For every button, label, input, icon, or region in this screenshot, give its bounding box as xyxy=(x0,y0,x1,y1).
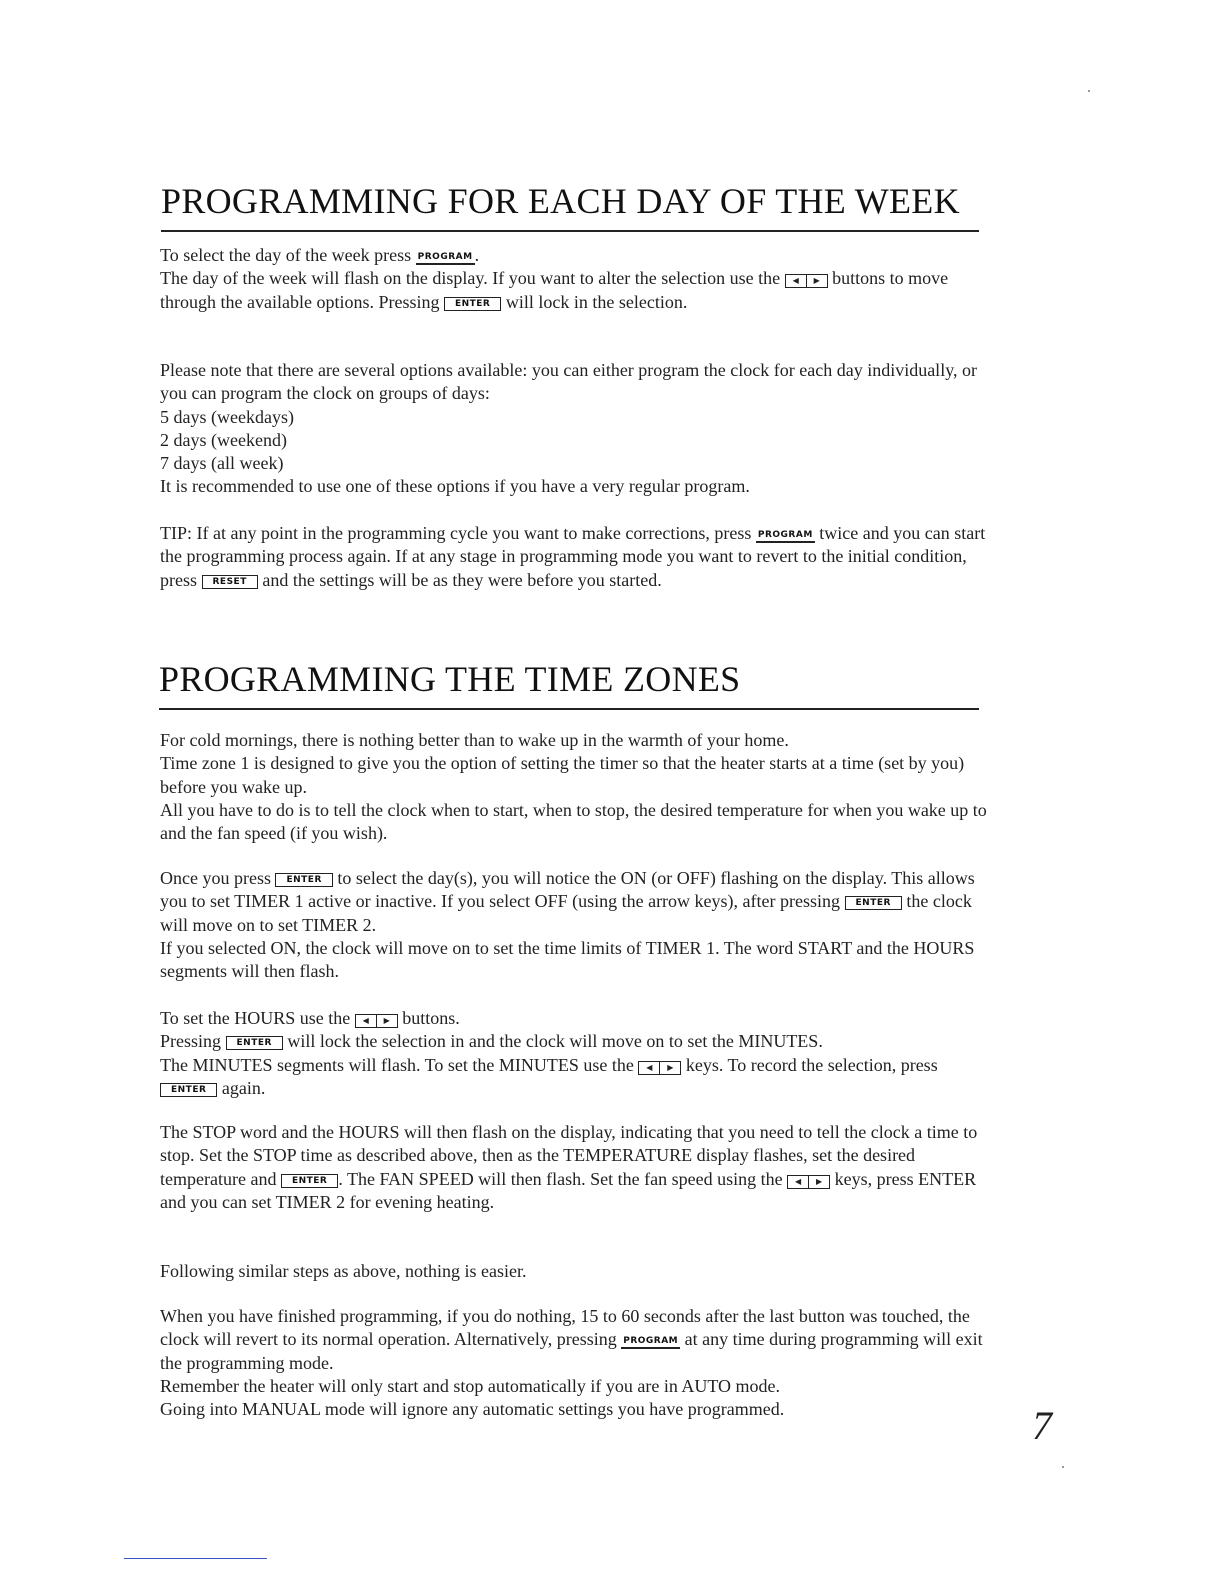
text: buttons to move through the available options. Pressing xyxy=(160,268,949,312)
paragraph-set-hours xyxy=(160,1007,990,1100)
heading-rule xyxy=(159,708,979,710)
section-heading-day-of-week: PROGRAMMING FOR EACH DAY OF THE WEEK xyxy=(161,181,960,221)
option-2-days: 2 days (weekend) xyxy=(160,429,287,450)
right-arrow-icon: ▶ xyxy=(806,275,827,287)
arrow-keys-icon xyxy=(785,274,828,288)
left-arrow-icon: ◀ xyxy=(646,1062,653,1072)
text: will lock in the selection. xyxy=(505,291,688,312)
text: keys. To record the selection, press xyxy=(685,1054,938,1075)
left-arrow-icon: ◀ xyxy=(792,276,799,286)
paragraph-similar-steps xyxy=(160,1260,990,1283)
text: The day of the week will flash on the display. If you want to alter the selection use the xyxy=(160,268,781,289)
text: . The FAN SPEED will then flash. Set the fan speed using the xyxy=(338,1168,783,1189)
program-key-icon: PROGRAM xyxy=(416,251,475,265)
text: and the settings will be as they were before you started. xyxy=(262,569,662,590)
text: To select the day of the week press xyxy=(160,245,412,265)
text: To set the HOURS use the xyxy=(160,1008,351,1028)
options-recommendation: It is recommended to use one of these options if you have a very regular program. xyxy=(160,476,750,497)
text: All you have to do is to tell the clock when to start, when to stop, the desired temperature for when you wake up to and the fan speed (if you wish). xyxy=(160,799,987,844)
enter-key-icon: ENTER xyxy=(275,873,332,887)
tip-label: TIP: xyxy=(160,523,193,543)
text: Remember the heater will only start and stop automatically if you are in AUTO mode. xyxy=(160,1375,781,1396)
scan-speck xyxy=(1088,90,1090,92)
option-7-days: 7 days (all week) xyxy=(160,453,284,474)
option-5-days: 5 days (weekdays) xyxy=(160,406,294,427)
text: Going into MANUAL mode will ignore any automatic settings you have programmed. xyxy=(160,1399,785,1420)
program-key-icon: PROGRAM xyxy=(621,1335,680,1349)
page-number: 7 xyxy=(1032,1403,1052,1448)
text: The MINUTES segments will flash. To set the MINUTES use the xyxy=(160,1054,634,1075)
program-key-icon: PROGRAM xyxy=(756,529,815,543)
text: twice and you can start the programming process again. If at any stage in programming mode you want to revert to the initial condition, press xyxy=(160,523,986,590)
text: Once you press xyxy=(160,868,271,888)
text: Pressing xyxy=(160,1031,222,1052)
text: keys, press ENTER and you can set TIMER 2 for evening heating. xyxy=(160,1168,977,1212)
text: will lock the selection in and the clock will move on to set the MINUTES. xyxy=(287,1031,823,1052)
paragraph-tip xyxy=(160,522,990,592)
right-arrow-icon: ▶ xyxy=(808,1176,829,1188)
enter-key-icon: ENTER xyxy=(226,1036,283,1050)
text: to select the day(s), you will notice the ON (or OFF) flashing on the display. This allows you to set TIMER 1 active or inactive. If you select OFF (using the arrow keys), after pressing xyxy=(160,868,975,912)
enter-key-icon: ENTER xyxy=(845,896,902,910)
paragraph-select-day xyxy=(160,244,990,314)
heading-rule xyxy=(161,230,979,232)
scan-speck xyxy=(1062,1466,1064,1468)
reset-key-icon: RESET xyxy=(202,575,258,589)
arrow-keys-icon xyxy=(787,1175,830,1189)
text: buttons. xyxy=(402,1008,460,1028)
section-heading-time-zones: PROGRAMMING THE TIME ZONES xyxy=(159,659,741,699)
right-arrow-icon: ▶ xyxy=(376,1015,397,1027)
options-intro: Please note that there are several options available: you can either program the clock for each day individually, or you can program the clock on groups of days: xyxy=(160,360,978,404)
text: again. xyxy=(221,1077,266,1098)
arrow-keys-icon xyxy=(638,1061,681,1075)
text: When you have finished programming, if you do nothing, 15 to 60 seconds after the last button was touched, the clock will revert to its normal operation. Alternatively, pressing xyxy=(160,1306,970,1350)
right-arrow-icon: ▶ xyxy=(659,1062,680,1074)
left-arrow-icon: ◀ xyxy=(362,1016,369,1025)
text: Following similar steps as above, nothing is easier. xyxy=(160,1261,527,1281)
paragraph-stop-time xyxy=(160,1121,990,1214)
footer-line xyxy=(124,1558,267,1559)
text: If you selected ON, the clock will move on to set the time limits of TIMER 1. The word START and the HOURS segments will then flash. xyxy=(160,937,975,982)
text: Time zone 1 is designed to give you the option of setting the timer so that the heater starts at a time (set by you) before you wake up. xyxy=(160,753,965,797)
paragraph-options xyxy=(160,359,990,499)
paragraph-timer-1 xyxy=(160,867,990,983)
paragraph-time-zones-intro xyxy=(160,729,990,845)
enter-key-icon: ENTER xyxy=(160,1083,217,1097)
left-arrow-icon: ◀ xyxy=(795,1176,802,1186)
paragraph-finish xyxy=(160,1305,990,1421)
arrow-keys-icon xyxy=(355,1014,398,1028)
text: The STOP word and the HOURS will then flash on the display, indicating that you need to tell the clock a time to stop. Set the STOP time as described above, then as the TEMPERATURE display flashes, set the desired temperature and xyxy=(160,1122,978,1189)
enter-key-icon: ENTER xyxy=(444,297,501,311)
text: the clock will move on to set TIMER 2. xyxy=(160,891,972,935)
text: If at any point in the programming cycle you want to make corrections, press xyxy=(196,523,752,543)
text: . xyxy=(474,245,480,265)
text: at any time during programming will exit the programming mode. xyxy=(160,1329,983,1373)
enter-key-icon: ENTER xyxy=(281,1174,338,1188)
text: For cold mornings, there is nothing better than to wake up in the warmth of your home. xyxy=(160,730,789,750)
